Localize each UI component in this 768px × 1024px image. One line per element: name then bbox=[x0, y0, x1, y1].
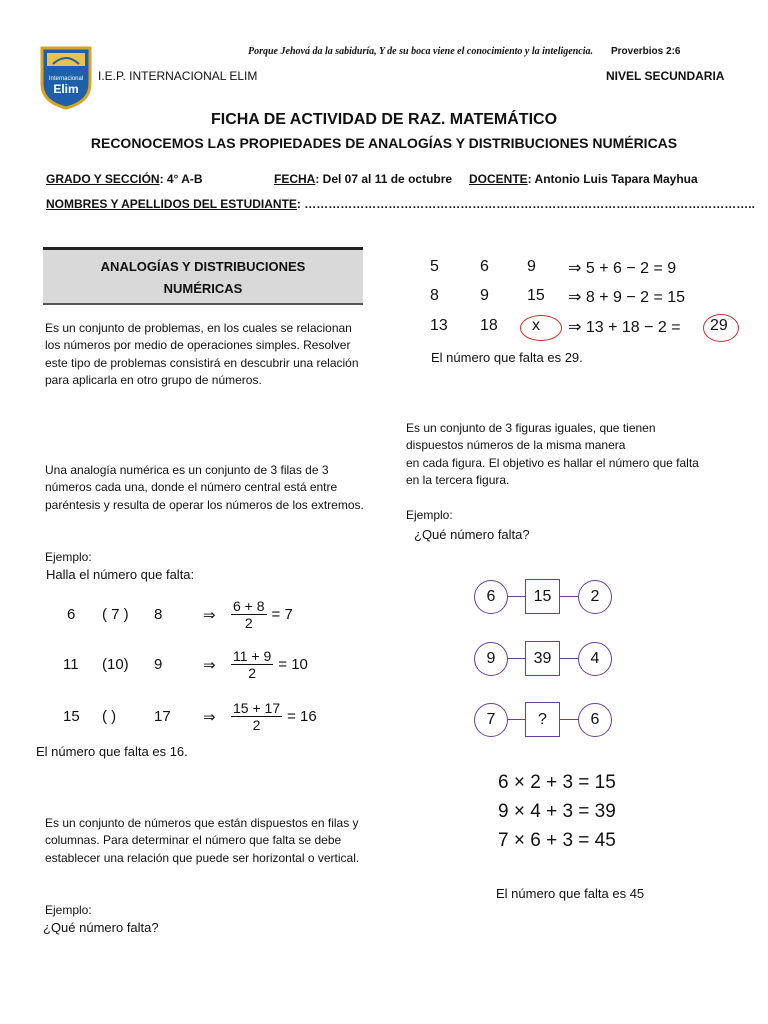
analogy-center-number: ( ) bbox=[102, 708, 117, 725]
grade-value: : 4° A-B bbox=[159, 172, 203, 186]
analogy-right-number: 9 bbox=[154, 656, 163, 673]
date-value: : Del 07 al 11 de octubre bbox=[315, 172, 453, 186]
figure-center-square: ? bbox=[525, 702, 560, 737]
answer-analogy: El número que falta es 16. bbox=[36, 744, 188, 759]
figure-left-circle: 6 bbox=[474, 580, 508, 614]
fraction bbox=[231, 700, 282, 733]
section-heading-line-2: NUMÉRICAS bbox=[163, 281, 243, 296]
verse-text: Porque Jehová da la sabiduría, Y de su boca viene el conocimiento y la inteligencia. bbox=[248, 46, 593, 57]
figures-def-line-1: Es un conjunto de 3 figuras iguales, que tienen bbox=[406, 421, 656, 435]
grid-cell: 13 bbox=[430, 317, 448, 334]
grid-expression: ⇒ 13 + 18 − 2 = bbox=[568, 319, 681, 336]
fraction-numerator: 6 + 8 bbox=[233, 598, 265, 614]
fraction bbox=[231, 648, 273, 681]
header-verse bbox=[248, 46, 680, 57]
fraction-denominator: 2 bbox=[252, 717, 261, 733]
grid-cell: 18 bbox=[480, 317, 498, 334]
figure-right-circle: 2 bbox=[578, 580, 612, 614]
analogy-center-number: ( 7 ) bbox=[102, 606, 129, 623]
analogy-center-number: (10) bbox=[102, 656, 129, 673]
teacher-field bbox=[469, 172, 698, 186]
school-crest-icon bbox=[39, 44, 93, 110]
figures-def-line-4: en la tercera figura. bbox=[406, 473, 510, 488]
fraction-denominator: 2 bbox=[248, 665, 257, 681]
verse-reference: Proverbios 2:6 bbox=[610, 46, 681, 57]
equations bbox=[498, 768, 616, 855]
answer-figures: El número que falta es 45 bbox=[496, 886, 645, 901]
distribution-question: ¿Qué número falta? bbox=[43, 920, 159, 935]
analogy-right-number: 17 bbox=[154, 708, 171, 725]
analogy-definition: Una analogía numérica es un conjunto de 3 filas de 3 números cada una, donde el número central está entre paréntesis y resulta de operar los números de los extremos. bbox=[45, 463, 364, 512]
equation-1: 6 × 2 + 3 = 15 bbox=[498, 772, 616, 793]
analogy-fraction bbox=[231, 598, 293, 631]
analogy-right-number: 8 bbox=[154, 606, 163, 623]
teacher-value: : Antonio Luis Tapara Mayhua bbox=[527, 172, 698, 186]
answer-grid: El número que falta es 29. bbox=[431, 350, 583, 365]
example-prompt: Halla el número que falta: bbox=[46, 567, 195, 582]
level-label: NIVEL SECUNDARIA bbox=[606, 69, 725, 83]
section-heading-box bbox=[43, 247, 363, 305]
figures-definition bbox=[406, 420, 736, 490]
unknown-x-circle bbox=[520, 315, 562, 341]
grid-cell: 9 bbox=[480, 287, 489, 304]
student-name-field bbox=[46, 197, 755, 211]
example-label: Ejemplo: bbox=[45, 550, 92, 564]
figure-left-circle: 9 bbox=[474, 642, 508, 676]
fraction-denominator: 2 bbox=[244, 615, 253, 631]
student-name-label: NOMBRES Y APELLIDOS DEL ESTUDIANTE bbox=[46, 197, 297, 211]
grid-cell: 15 bbox=[527, 287, 545, 304]
section-heading-line-1: ANALOGÍAS Y DISTRIBUCIONES bbox=[100, 259, 306, 274]
grade-label: GRADO Y SECCIÓN bbox=[46, 172, 160, 186]
figures-question: ¿Qué número falta? bbox=[414, 527, 530, 542]
grid-cell: 9 bbox=[527, 258, 536, 275]
result-29-circle bbox=[703, 314, 739, 342]
equation-3: 7 × 6 + 3 = 45 bbox=[498, 830, 616, 851]
page-title: FICHA DE ACTIVIDAD DE RAZ. MATEMÁTICO bbox=[210, 111, 558, 128]
fraction-result: = 10 bbox=[278, 656, 308, 673]
analogy-left-number: 11 bbox=[63, 656, 79, 673]
distribution-definition: Es un conjunto de números que están dispuestos en filas y columnas. Para determinar el número que falta se debe establecer una relación que puede ser horizontal o vertical. bbox=[45, 816, 360, 865]
intro-paragraph: Es un conjunto de problemas, en los cuales se relacionan los números por medio de operaciones simples. Resolver este tipo de problemas consistirá en descubrir una relación para aplicarla en otro grupo de números. bbox=[45, 321, 359, 388]
grid-cell: 8 bbox=[430, 287, 439, 304]
grid-cell: 5 bbox=[430, 258, 439, 275]
figure-right-circle: 6 bbox=[578, 703, 612, 737]
grid-expression: ⇒ 8 + 9 − 2 = 15 bbox=[568, 289, 686, 306]
equation-2: 9 × 4 + 3 = 39 bbox=[498, 801, 616, 822]
grid-expression: ⇒ 5 + 6 − 2 = 9 bbox=[568, 260, 677, 277]
grid-result: 29 bbox=[710, 317, 728, 334]
arrow-icon: ⇒ bbox=[203, 607, 216, 624]
grid-cell: x bbox=[532, 317, 540, 334]
figures-def-line-3: en cada figura. El objetivo es hallar el número que falta bbox=[406, 455, 699, 470]
logo-text-top: Internacional bbox=[48, 76, 84, 82]
analogy-fraction bbox=[231, 648, 308, 681]
school-logo bbox=[39, 44, 93, 110]
logo-text-main: Elim bbox=[53, 82, 79, 96]
grid-cell: 6 bbox=[480, 258, 489, 275]
grade-field bbox=[46, 172, 203, 186]
example-label-2: Ejemplo: bbox=[45, 903, 92, 917]
fraction-result: = 16 bbox=[287, 708, 317, 725]
fraction-numerator: 11 + 9 bbox=[233, 648, 272, 664]
analogy-left-number: 15 bbox=[63, 708, 80, 725]
teacher-label: DOCENTE bbox=[469, 172, 528, 186]
date-field bbox=[274, 172, 452, 186]
figures-def-line-2: dispuestos números de la misma manera bbox=[406, 438, 626, 453]
school-name: I.E.P. INTERNACIONAL ELIM bbox=[98, 69, 258, 83]
fraction-numerator: 15 + 17 bbox=[233, 700, 281, 716]
analogy-left-number: 6 bbox=[67, 606, 76, 623]
arrow-icon: ⇒ bbox=[203, 657, 216, 674]
student-name-blank: : ………………………………………………………………………………………………….. bbox=[296, 197, 755, 211]
fraction-result: = 7 bbox=[271, 606, 293, 623]
page-subtitle: RECONOCEMOS LAS PROPIEDADES DE ANALOGÍAS Y DISTRIBUCIONES NUMÉRICAS bbox=[90, 135, 678, 151]
figures-example-label: Ejemplo: bbox=[406, 508, 453, 522]
figure-center-square: 39 bbox=[525, 641, 560, 676]
analogy-fraction bbox=[231, 700, 317, 733]
figure-left-circle: 7 bbox=[474, 703, 508, 737]
date-label: FECHA bbox=[274, 172, 316, 186]
arrow-icon: ⇒ bbox=[203, 709, 216, 726]
figure-center-square: 15 bbox=[525, 579, 560, 614]
figure-right-circle: 4 bbox=[578, 642, 612, 676]
fraction bbox=[231, 598, 267, 631]
